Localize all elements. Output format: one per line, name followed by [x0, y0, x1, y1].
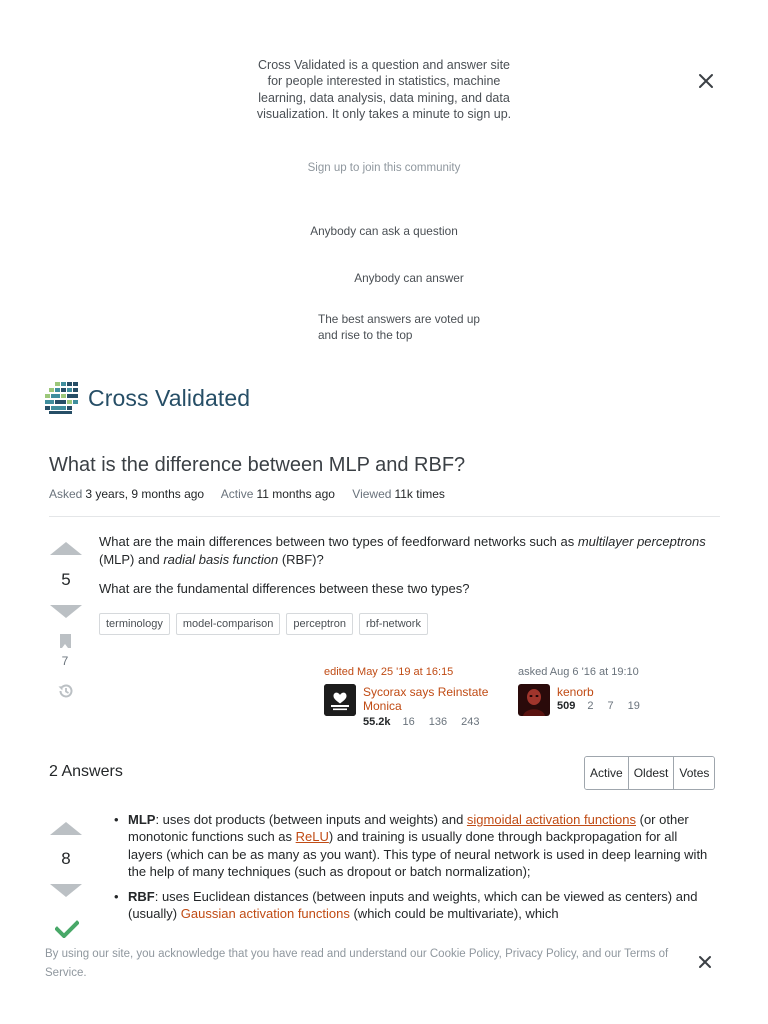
- site-logo[interactable]: [45, 382, 250, 414]
- sort-tab-votes[interactable]: Votes: [673, 757, 714, 789]
- tag-rbf-network[interactable]: rbf-network: [359, 613, 428, 635]
- answer-item-mlp: • MLP: uses dot products (between inputs and weights) and sigmoidal activation functions (or other monotonic functions such as ReLU) and training is usually done through backpropagation for all layers (which can be as many as you want). This type of neural network is used in deep learning with the help of many techniques (such as dropout or batch normalization);: [110, 811, 710, 880]
- answer-sort-tabs: [584, 756, 715, 790]
- answer-downvote-arrow-icon[interactable]: [50, 884, 82, 897]
- viewed-label: Viewed: [352, 487, 392, 501]
- asked-value: 3 years, 9 months ago: [85, 487, 205, 501]
- close-icon[interactable]: [697, 72, 715, 90]
- site-name: Cross Validated: [88, 384, 251, 411]
- question-body: [99, 533, 719, 610]
- editor-card: [324, 666, 489, 728]
- editor-avatar[interactable]: [324, 684, 356, 716]
- answers-count: 2 Answers: [49, 763, 123, 780]
- tag-perceptron[interactable]: perceptron: [286, 613, 353, 635]
- asker-gold-badges: 2: [587, 700, 594, 712]
- question-paragraph-1: What are the main differences between two types of feedforward networks such as multilayer perceptrons (MLP) and radial basis function (RBF)?: [99, 534, 706, 567]
- asker-silver-badges: 7: [607, 700, 614, 712]
- asker-rep-score: 509: [557, 700, 576, 712]
- asker-reputation: [557, 700, 654, 712]
- sigmoid-link[interactable]: sigmoidal activation functions: [466, 812, 637, 827]
- feature-ask: Anybody can ask a question: [310, 224, 458, 238]
- asker-card: [518, 666, 640, 712]
- editor-gold-badges: 16: [402, 716, 415, 728]
- editor-name[interactable]: Sycorax says Reinstate Monica: [363, 685, 489, 713]
- tag-terminology[interactable]: terminology: [99, 613, 170, 635]
- sort-tab-oldest[interactable]: Oldest: [628, 757, 674, 789]
- editor-rep-score: 55.2k: [363, 716, 391, 728]
- editor-bronze-badges: 243: [461, 716, 480, 728]
- cookie-text: By using our site, you acknowledge that you have read and understand our Cookie Policy, Privacy Policy, and our Terms of Service.: [45, 948, 669, 979]
- asker-name[interactable]: kenorb: [557, 685, 594, 699]
- feature-answer: Anybody can answer: [354, 271, 464, 285]
- signup-link[interactable]: Sign up to join this community: [307, 162, 461, 174]
- downvote-arrow-icon[interactable]: [50, 605, 82, 618]
- question-paragraph-2: What are the fundamental differences between these two types?: [99, 581, 470, 596]
- answer-upvote-arrow-icon[interactable]: [50, 822, 82, 835]
- question-meta: [49, 487, 459, 501]
- answer-body: [110, 811, 710, 931]
- cookie-banner: [0, 938, 768, 1024]
- gaussian-link[interactable]: Gaussian activation functions: [180, 906, 350, 922]
- upvote-arrow-icon[interactable]: [50, 542, 82, 555]
- signup-banner-text: Cross Validated is a question and answer site for people interested in statistics, machine learning, data analysis, data mining, and data visualization. It only takes a minute to sign up.: [256, 58, 512, 121]
- bookmark-count: 7: [61, 654, 69, 668]
- accepted-checkmark-icon: [55, 920, 79, 938]
- asked-timestamp: asked Aug 6 '16 at 19:10: [518, 666, 639, 678]
- asker-avatar[interactable]: [518, 684, 550, 716]
- cross-validated-logo-icon: [45, 382, 78, 414]
- asker-bronze-badges: 19: [627, 700, 640, 712]
- reinstate-monica-avatar-icon: [324, 684, 356, 716]
- sort-tab-active[interactable]: Active: [585, 757, 628, 789]
- answer-item-rbf: • RBF: uses Euclidean distances (between inputs and weights, which can be viewed as centers) and (usually) Gaussian activation functions (which could be multivariate), which: [110, 888, 710, 923]
- history-icon[interactable]: [56, 681, 76, 701]
- tag-list: [99, 613, 428, 635]
- active-label: Active: [220, 487, 254, 501]
- feature-vote: The best answers are voted up and rise to the top: [318, 312, 480, 342]
- relu-link[interactable]: ReLU: [295, 829, 329, 845]
- edit-timestamp[interactable]: edited May 25 '19 at 16:15: [324, 666, 454, 678]
- editor-silver-badges: 136: [428, 716, 448, 728]
- viewed-value: 11k times: [394, 487, 445, 501]
- answer-vote-count: 8: [61, 849, 71, 868]
- asked-label: Asked: [49, 487, 83, 501]
- bookmark-icon[interactable]: [60, 634, 71, 648]
- divider: [49, 516, 720, 517]
- editor-reputation: [363, 716, 494, 728]
- user-avatar-icon: [518, 684, 550, 716]
- active-value[interactable]: 11 months ago: [256, 487, 335, 501]
- question-vote-count: 5: [61, 570, 71, 589]
- cookie-close-icon[interactable]: [697, 954, 713, 970]
- question-title[interactable]: What is the difference between MLP and RBF?: [49, 454, 466, 476]
- tag-model-comparison[interactable]: model-comparison: [176, 613, 280, 635]
